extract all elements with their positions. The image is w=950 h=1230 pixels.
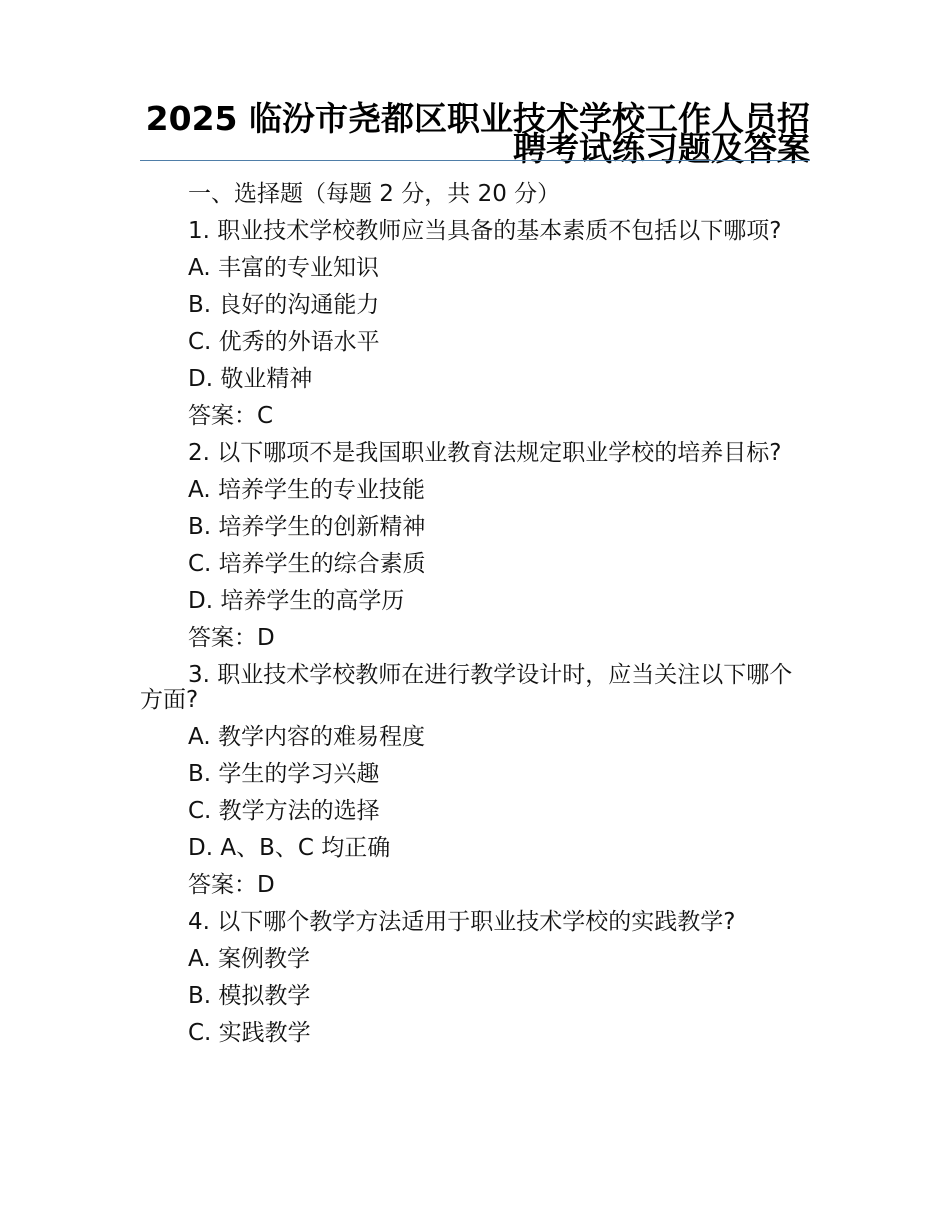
title-underline bbox=[140, 160, 810, 161]
option-4a: A. 案例教学 bbox=[188, 946, 310, 972]
question-stem-4: 4. 以下哪个教学方法适用于职业技术学校的实践教学? bbox=[188, 909, 736, 935]
option-1c: C. 优秀的外语水平 bbox=[188, 329, 380, 355]
answer-2: 答案：D bbox=[188, 625, 275, 651]
option-1a: A. 丰富的专业知识 bbox=[188, 255, 379, 281]
option-3c: C. 教学方法的选择 bbox=[188, 798, 380, 824]
answer-1: 答案：C bbox=[188, 403, 274, 429]
question-stem-3: 3. 职业技术学校教师在进行教学设计时，应当关注以下哪个方面? bbox=[140, 662, 793, 713]
option-4c: C. 实践教学 bbox=[188, 1020, 311, 1046]
option-2d: D. 培养学生的高学历 bbox=[188, 588, 405, 614]
option-4b: B. 模拟教学 bbox=[188, 983, 311, 1009]
answer-3: 答案：D bbox=[188, 872, 275, 898]
option-2c: C. 培养学生的综合素质 bbox=[188, 551, 426, 577]
option-3d: D. A、B、C 均正确 bbox=[188, 835, 391, 861]
question-stem-1: 1. 职业技术学校教师应当具备的基本素质不包括以下哪项? bbox=[188, 218, 782, 244]
option-2a: A. 培养学生的专业技能 bbox=[188, 477, 425, 503]
section-heading: 一、选择题（每题 2 分，共 20 分） bbox=[188, 181, 561, 207]
option-1b: B. 良好的沟通能力 bbox=[188, 292, 380, 318]
option-3a: A. 教学内容的难易程度 bbox=[188, 724, 425, 750]
document-body bbox=[140, 176, 812, 1052]
option-3b: B. 学生的学习兴趣 bbox=[188, 761, 380, 787]
document-title: 2025 临汾市尧都区职业技术学校工作人员招聘考试练习题及答案 bbox=[145, 99, 810, 168]
question-stem-2: 2. 以下哪项不是我国职业教育法规定职业学校的培养目标? bbox=[188, 440, 782, 466]
option-2b: B. 培养学生的创新精神 bbox=[188, 514, 426, 540]
option-1d: D. 敬业精神 bbox=[188, 366, 313, 392]
